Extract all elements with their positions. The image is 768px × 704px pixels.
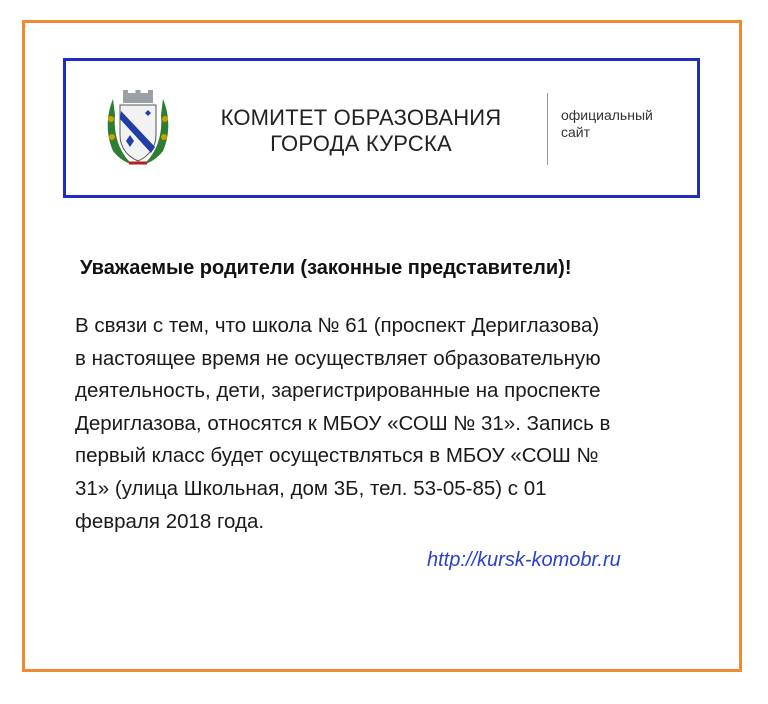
official-site-note [561,107,653,141]
notice-body-line: в настоящее время не осуществляет образовательную [75,346,601,370]
notice-body-line: февраля 2018 года. [75,509,265,533]
site-note-line-2: сайт [561,124,591,140]
notice-body-line: первый класс будет осуществляться в МБОУ «СОШ № [75,444,599,468]
site-note-line-1: официальный [561,107,653,123]
notice-heading: Уважаемые родители (законные представители)! [80,257,572,279]
header-banner [63,58,700,198]
organization-name [196,105,526,157]
kursk-coat-of-arms-icon [99,89,177,167]
notice-body-line: В связи с тем, что школа № 61 (проспект Дериглазова) [75,314,600,337]
website-link[interactable]: http://kursk-komobr.ru [427,549,621,571]
notice-body-line: 31» (улица Школьная, дом 3Б, тел. 53-05-85) с 01 [75,476,547,500]
notice-body-line: Дериглазова, относятся к МБОУ «СОШ № 31». Запись в [75,411,611,435]
notice-body-line: деятельность, дети, зарегистрированные на проспекте [75,379,601,403]
notice-body [75,310,700,538]
organization-name-line-1: КОМИТЕТ ОБРАЗОВАНИЯ [220,105,502,130]
banner-divider [547,93,548,165]
organization-name-line-2: ГОРОДА КУРСКА [270,131,452,156]
